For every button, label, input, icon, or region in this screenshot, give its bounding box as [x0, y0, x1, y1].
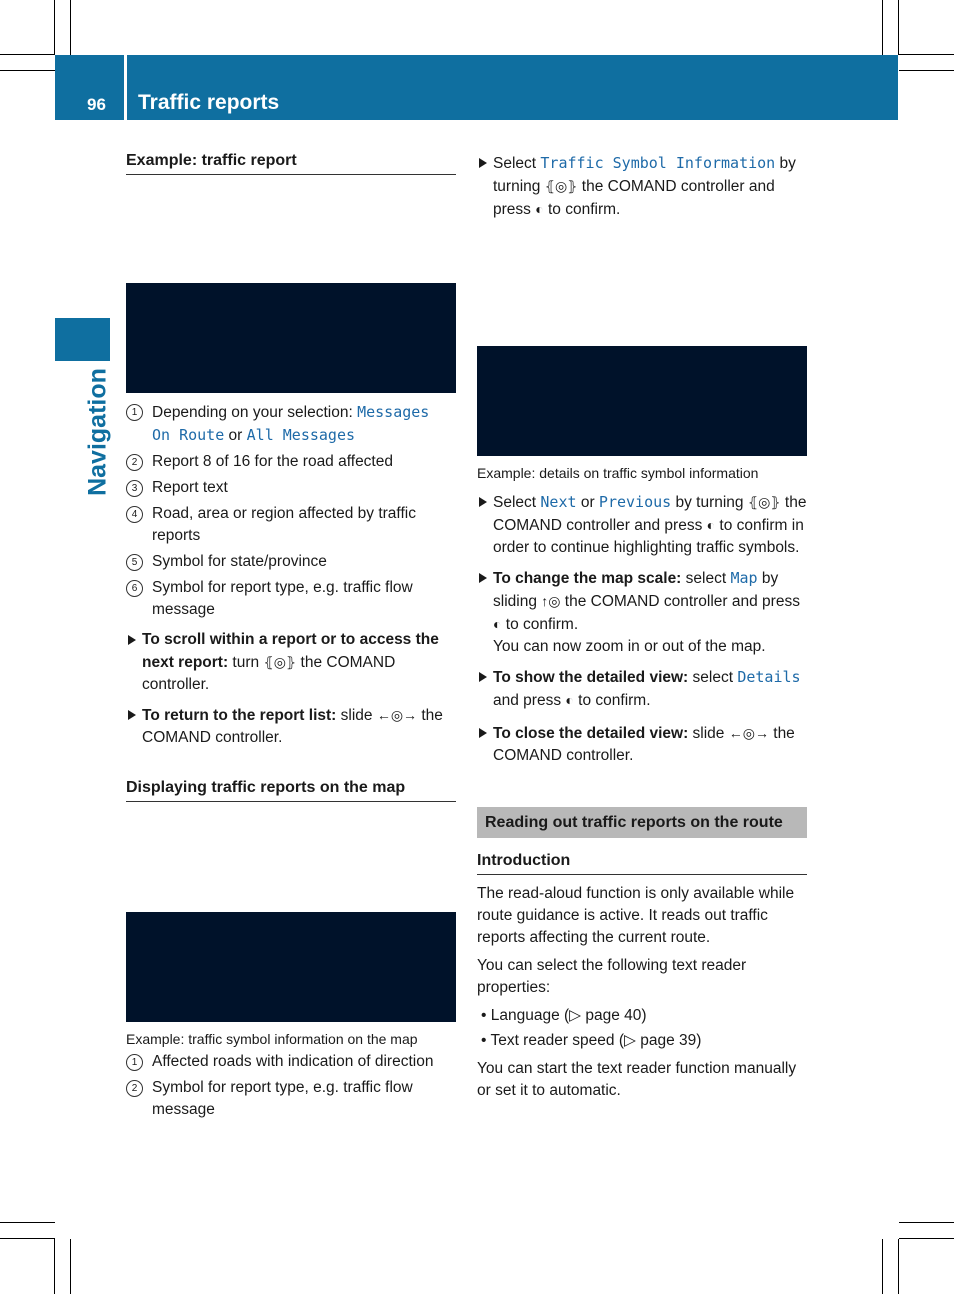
legend-list [126, 1051, 456, 1121]
legend-text: Symbol for report type, e.g. traffic flow message [152, 579, 413, 618]
legend-text: Symbol for state/province [152, 553, 327, 570]
keyword: Previous [598, 493, 672, 511]
step-text: the COMAND controller and press [560, 593, 800, 610]
step-text: Select [493, 155, 541, 172]
turn-controller-icon: ⦃◎⦄ [544, 178, 578, 194]
step-text: to confirm. [501, 616, 579, 633]
legend-text: Affected roads with indication of direction [152, 1053, 434, 1070]
step-text: You can now zoom in or out of the map. [493, 638, 766, 655]
press-controller-icon: ◐ [493, 616, 502, 632]
header-divider [124, 55, 127, 120]
instruction-step [477, 491, 807, 559]
legend-number: 1 [126, 1054, 143, 1071]
bullet-list [477, 1005, 807, 1052]
step-text: slide [688, 725, 729, 742]
legend-text: Road, area or region affected by traffic reports [152, 505, 416, 544]
instruction-step [477, 567, 807, 658]
slide-controller-icon: ←◎→ [728, 725, 769, 741]
step-text: Select [493, 494, 541, 511]
crop-mark [0, 1222, 55, 1223]
image-placeholder [126, 802, 456, 912]
legend-item [126, 477, 456, 499]
paragraph: You can start the text reader function manually or set it to automatic. [477, 1060, 797, 1099]
keyword: Details [737, 668, 801, 686]
step-text: by sliding [493, 570, 779, 610]
crop-mark [899, 70, 954, 71]
page-number: 96 [87, 95, 106, 114]
screen-image-map [126, 912, 456, 1022]
legend-list [126, 401, 456, 621]
crop-mark [0, 1238, 55, 1239]
step-text: the COMAND controller. [493, 725, 795, 764]
instruction-step [126, 629, 456, 696]
legend-number: 5 [126, 554, 143, 571]
crop-mark [882, 1239, 883, 1294]
side-tab-label: Navigation [83, 368, 112, 496]
legend-number: 1 [126, 404, 143, 421]
bullet-item: • Language (▷ page 40) [477, 1005, 807, 1027]
legend-number: 4 [126, 506, 143, 523]
crop-mark [70, 1239, 71, 1294]
legend-item [126, 577, 456, 621]
instruction-step [477, 722, 807, 767]
legend-item [126, 451, 456, 473]
crop-mark [0, 70, 55, 71]
step-text: the COMAND controller and press [493, 178, 775, 218]
step-text: by turning [493, 155, 796, 195]
keyword: Messages On Route [152, 403, 430, 444]
image-caption: Example: details on traffic symbol information [477, 465, 759, 481]
slide-up-controller-icon: ↑◎ [541, 593, 561, 609]
step-text: to confirm. [543, 201, 621, 218]
image-placeholder [477, 221, 807, 346]
legend-text: Report text [152, 479, 228, 496]
crop-mark [899, 1222, 954, 1223]
crop-mark [899, 54, 954, 55]
step-text: to confirm. [573, 692, 651, 709]
step-text: slide [336, 707, 377, 724]
turn-controller-icon: ⦃◎⦄ [747, 494, 781, 510]
legend-item [126, 551, 456, 573]
legend-text: or [224, 427, 247, 444]
instruction-step [477, 666, 807, 712]
page-title: Traffic reports [138, 91, 280, 114]
crop-mark [898, 1239, 899, 1294]
step-text: the COMAND controller. [142, 707, 443, 746]
crop-mark [882, 0, 883, 55]
step-text: to confirm in order to continue highlighting traffic symbols. [493, 517, 804, 556]
instruction-step [126, 704, 456, 749]
step-bold: To scroll within a report or to access the next report: [142, 631, 439, 671]
side-tab [55, 318, 110, 361]
keyword: Traffic Symbol Information [540, 154, 776, 172]
step-text: turn [228, 654, 264, 671]
legend-number: 3 [126, 480, 143, 497]
section-title: Introduction [477, 850, 807, 875]
right-column [477, 150, 807, 1102]
press-controller-icon: ◐ [706, 517, 716, 533]
crop-mark [0, 54, 55, 55]
section-box-title: Reading out traffic reports on the route [477, 807, 807, 838]
step-bold: To show the detailed view: [493, 669, 689, 686]
bullet-item: • Text reader speed (▷ page 39) [477, 1030, 807, 1052]
crop-mark [54, 1239, 55, 1294]
keyword: Map [730, 569, 758, 587]
legend-number: 2 [126, 454, 143, 471]
keyword: All Messages [246, 426, 356, 444]
crop-mark [899, 1238, 954, 1239]
paragraph: You can select the following text reader properties: [477, 957, 747, 996]
legend-number: 6 [126, 580, 143, 597]
legend-item [126, 401, 456, 447]
step-text: select [681, 570, 731, 587]
step-bold: To change the map scale: [493, 570, 682, 587]
crop-mark [898, 0, 899, 55]
legend-item [126, 1077, 456, 1121]
screen-image-traffic-report [126, 283, 456, 393]
step-text: or [576, 494, 599, 511]
left-column [126, 150, 456, 1125]
instruction-step [477, 152, 807, 221]
step-text: the COMAND controller. [142, 654, 396, 693]
screen-image-details [477, 346, 807, 456]
section-title: Example: traffic report [126, 150, 456, 175]
slide-controller-icon: ←◎→ [376, 707, 418, 723]
step-bold: To close the detailed view: [493, 725, 689, 742]
paragraph: The read-aloud function is only available while route guidance is active. It reads out traffic reports affecting the current route. [477, 885, 795, 946]
step-text: the COMAND controller and press [493, 494, 807, 534]
image-placeholder [126, 175, 456, 283]
press-controller-icon: ◐ [565, 692, 574, 708]
press-controller-icon: ◐ [535, 201, 544, 217]
section-title: Displaying traffic reports on the map [126, 777, 456, 802]
legend-text: Report 8 of 16 for the road affected [152, 453, 393, 470]
page-header [55, 55, 898, 120]
turn-controller-icon: ⦃◎⦄ [263, 654, 297, 670]
legend-number: 2 [126, 1080, 143, 1097]
legend-item [126, 1051, 456, 1073]
legend-text: Symbol for report type, e.g. traffic flow message [152, 1079, 413, 1118]
crop-mark [70, 0, 71, 55]
keyword: Next [540, 493, 577, 511]
legend-text: Depending on your selection: [152, 404, 358, 421]
image-caption: Example: traffic symbol information on the map [126, 1031, 418, 1047]
step-text: by turning [671, 494, 748, 511]
legend-item [126, 503, 456, 547]
step-text: select [688, 669, 738, 686]
crop-mark [54, 0, 55, 55]
step-text: and press [493, 692, 566, 709]
step-bold: To return to the report list: [142, 707, 337, 724]
